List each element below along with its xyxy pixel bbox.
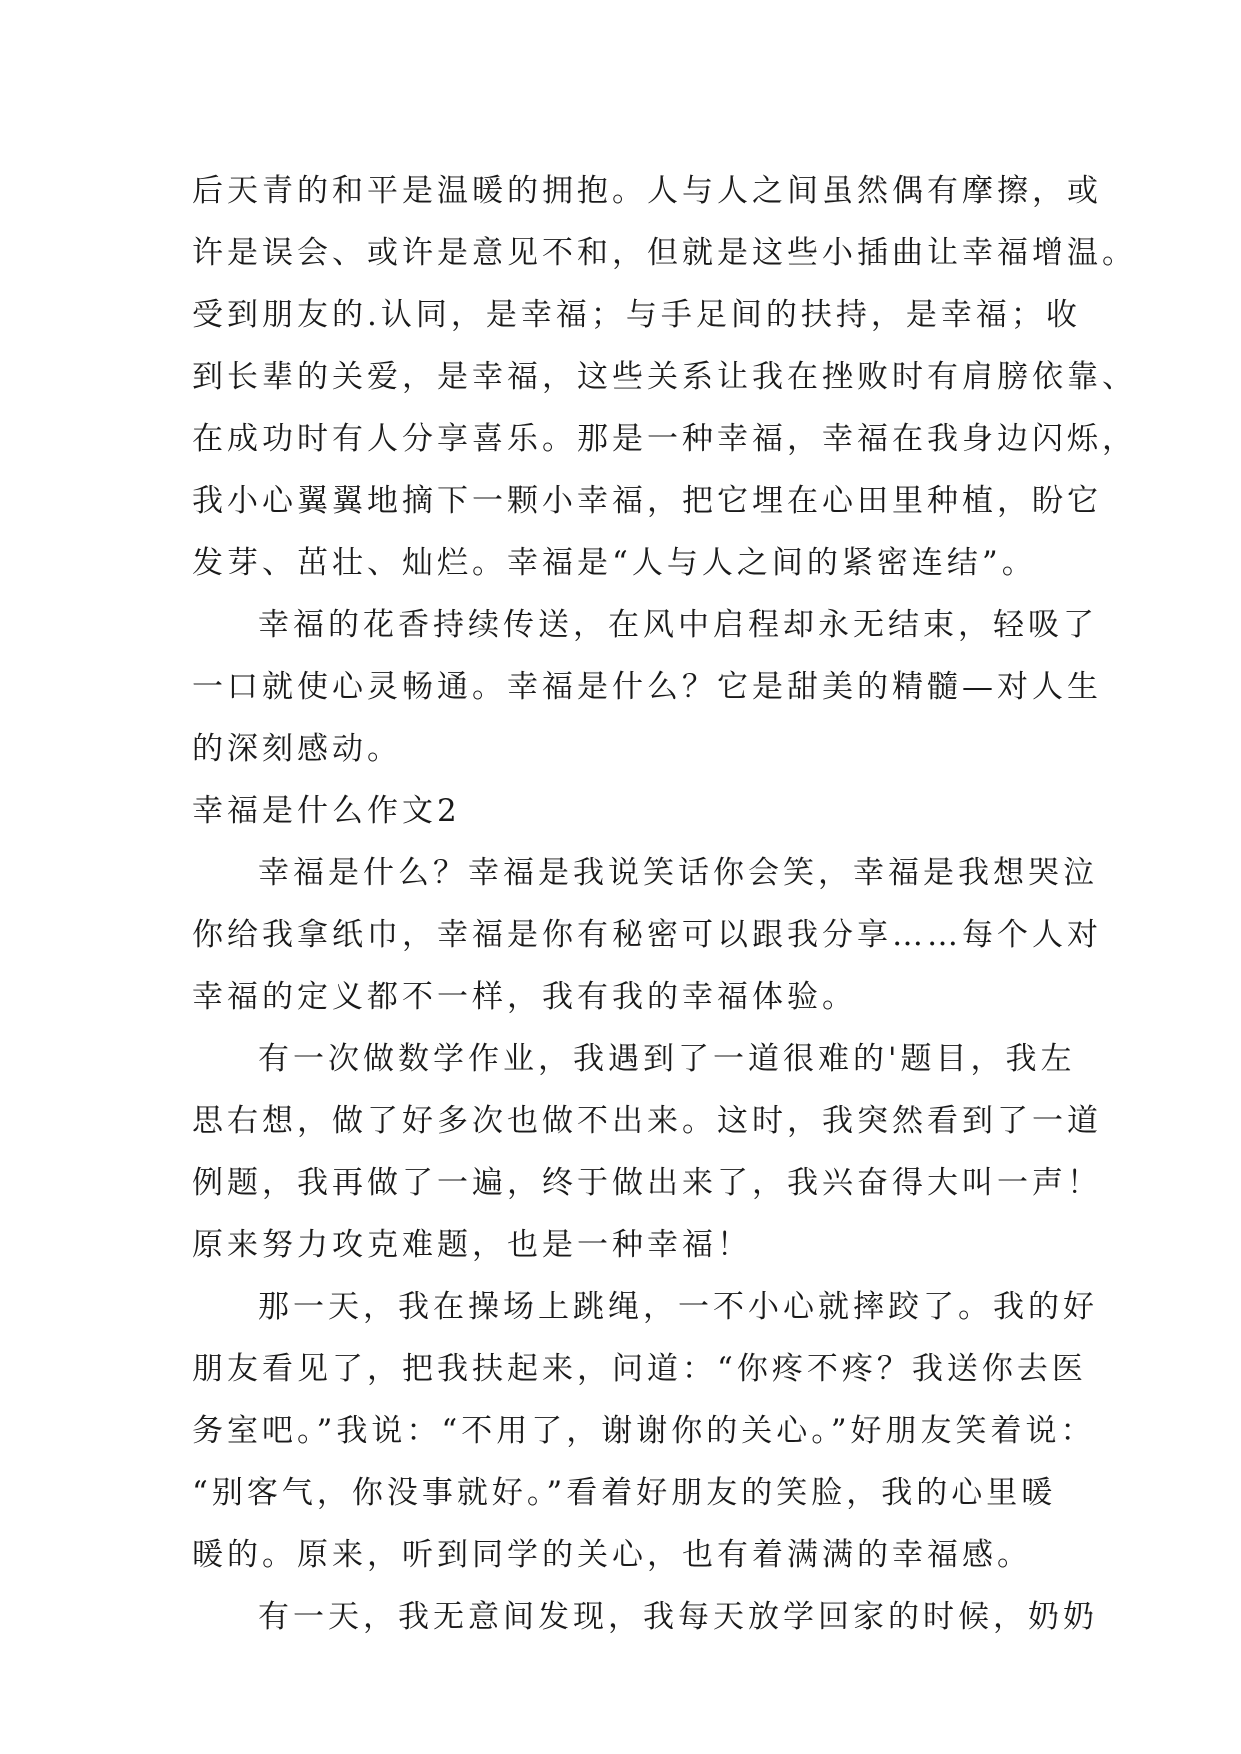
- paragraph: [192, 842, 1102, 1028]
- text-line: 有一次做数学作业，我遇到了一道很难的'题目，我左: [258, 1041, 1076, 1077]
- text-line: 原来努力攻克难题，也是一种幸福！: [192, 1227, 752, 1263]
- text-line: 例题，我再做了一遍，终于做出来了，我兴奋得大叫一声！: [192, 1165, 1102, 1201]
- text-line: 有一天，我无意间发现，我每天放学回家的时候，奶奶: [258, 1599, 1098, 1635]
- text-line: 幸福的花香持续传送，在风中启程却永无结束，轻吸了: [258, 607, 1098, 643]
- paragraph: [192, 1028, 1102, 1276]
- text-line: 务室吧。”我说：“不用了，谢谢你的关心。”好朋友笑着说：: [192, 1413, 1096, 1449]
- text-line: 暖的。原来，听到同学的关心，也有着满满的幸福感。: [192, 1537, 1032, 1573]
- text-line: 在成功时有人分享喜乐。那是一种幸福，幸福在我身边闪烁，: [192, 421, 1137, 457]
- section-title: [192, 780, 1092, 842]
- text-line: “别客气，你没事就好。”看着好朋友的笑脸，我的心里暖: [192, 1475, 1057, 1511]
- paragraph: [192, 1276, 1098, 1586]
- section-title-text: 幸福是什么作文2: [192, 793, 461, 829]
- text-line: 思右想，做了好多次也做不出来。这时，我突然看到了一道: [192, 1103, 1102, 1139]
- text-line: 幸福是什么？幸福是我说笑话你会笑，幸福是我想哭泣: [258, 855, 1098, 891]
- paragraph: [192, 1586, 1098, 1648]
- text-line: 我小心翼翼地摘下一颗小幸福，把它埋在心田里种植，盼它: [192, 483, 1102, 519]
- paragraph: [192, 160, 1137, 594]
- text-line: 幸福的定义都不一样，我有我的幸福体验。: [192, 979, 857, 1015]
- text-line: 受到朋友的.认同，是幸福；与手足间的扶持，是幸福；收: [192, 297, 1081, 333]
- text-line: 到长辈的关爱，是幸福，这些关系让我在挫败时有肩膀依靠、: [192, 359, 1137, 395]
- text-line: 朋友看见了，把我扶起来，问道：“你疼不疼？我送你去医: [192, 1351, 1087, 1387]
- paragraph: [192, 594, 1102, 780]
- text-line: 后天青的和平是温暖的拥抱。人与人之间虽然偶有摩擦，或: [192, 173, 1102, 209]
- text-line: 那一天，我在操场上跳绳，一不小心就摔跤了。我的好: [258, 1289, 1098, 1325]
- text-line: 一口就使心灵畅通。幸福是什么？它是甜美的精髓—对人生: [192, 669, 1102, 705]
- text-line: 你给我拿纸巾，幸福是你有秘密可以跟我分享……每个人对: [192, 917, 1102, 953]
- text-line: 许是误会、或许是意见不和，但就是这些小插曲让幸福增温。: [192, 235, 1137, 271]
- text-line: 的深刻感动。: [192, 731, 402, 767]
- document-body: [192, 160, 1137, 1648]
- text-line: 发芽、茁壮、灿烂。幸福是“人与人之间的紧密连结”。: [192, 545, 1037, 581]
